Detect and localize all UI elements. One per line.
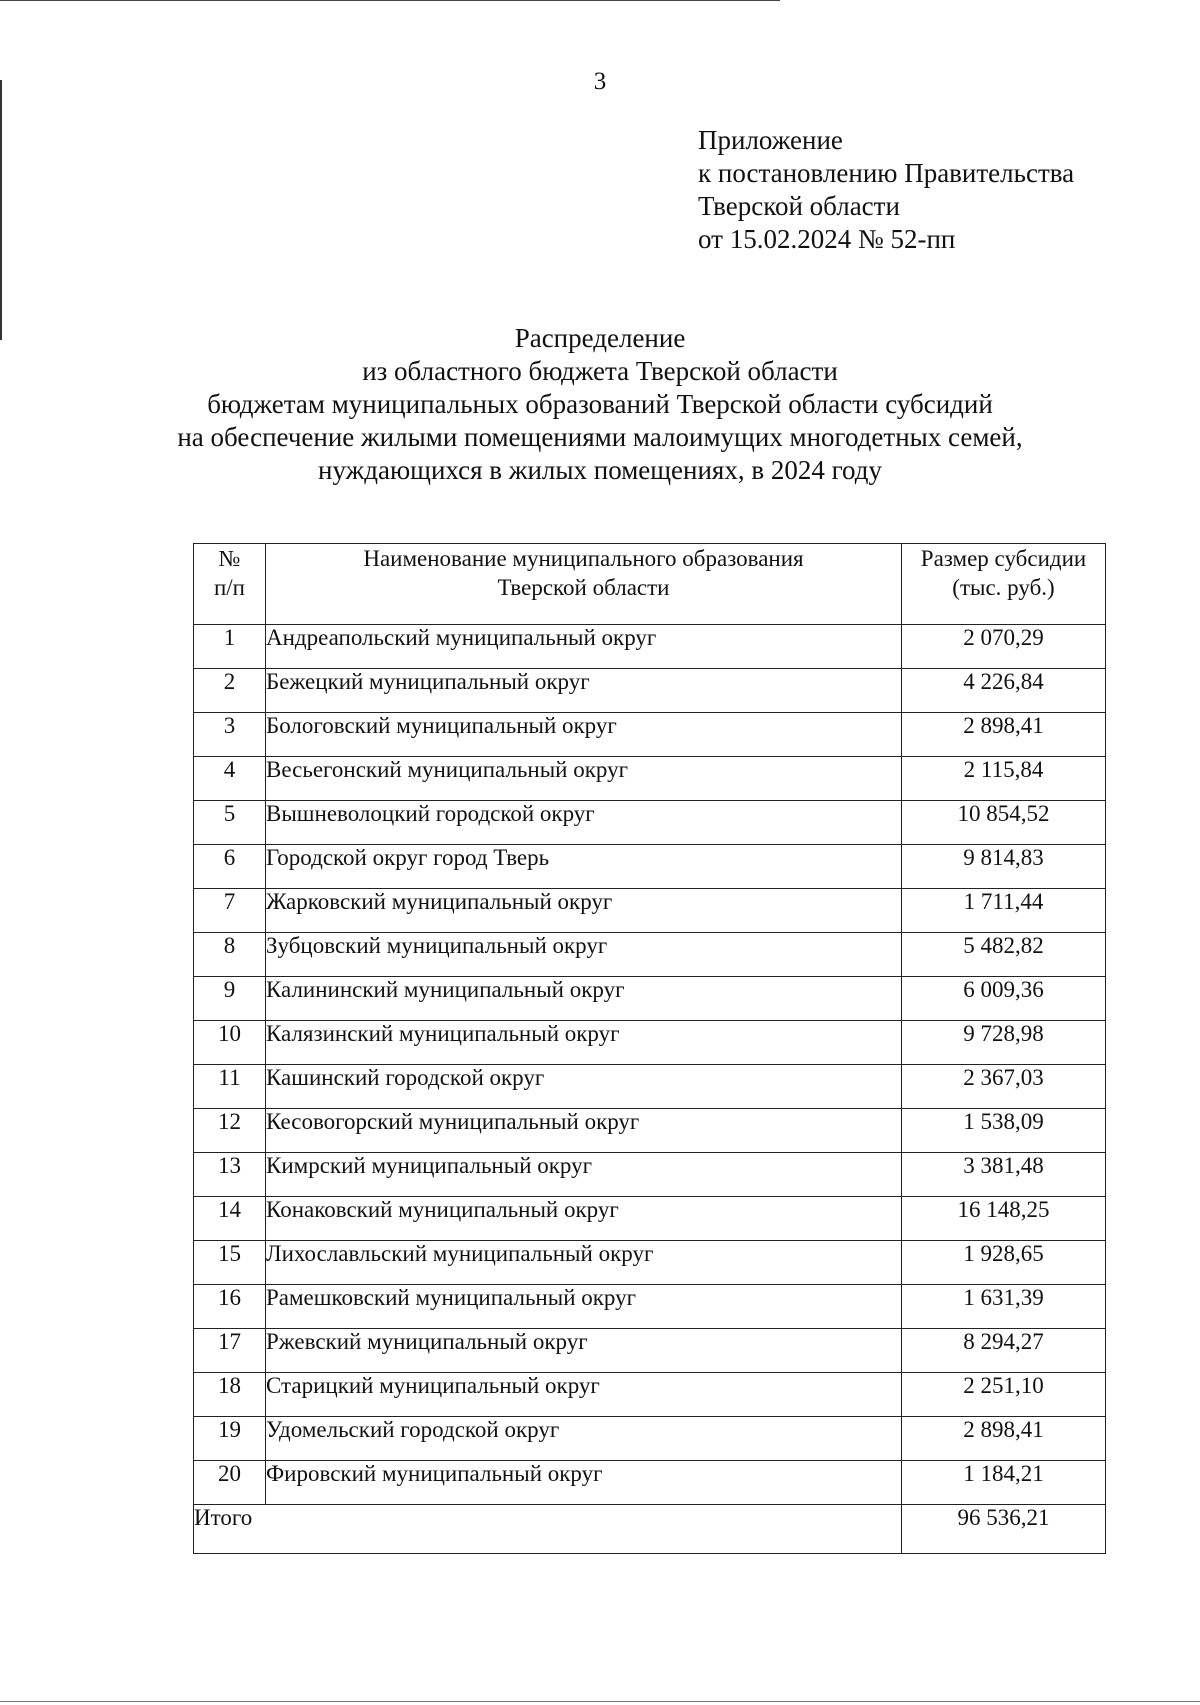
table-row (194, 713, 1106, 757)
table-header-row (194, 544, 1106, 625)
header-subsidy-line1: Размер субсидии (920, 546, 1087, 571)
row-subsidy-value: 9 728,98 (902, 1021, 1106, 1065)
row-municipality-name: Лихославльский муниципальный округ (266, 1241, 902, 1285)
row-subsidy-value: 9 814,83 (902, 845, 1106, 889)
scan-edge-bottom (0, 1701, 1200, 1702)
row-subsidy-value: 4 226,84 (902, 669, 1106, 713)
row-number: 7 (194, 889, 266, 933)
row-municipality-name: Кашинский городской округ (266, 1065, 902, 1109)
row-subsidy-value: 1 184,21 (902, 1461, 1106, 1505)
row-municipality-name: Ржевский муниципальный округ (266, 1329, 902, 1373)
scan-edge-left (0, 80, 2, 340)
row-municipality-name: Зубцовский муниципальный округ (266, 933, 902, 977)
row-number: 13 (194, 1153, 266, 1197)
row-municipality-name: Бологовский муниципальный округ (266, 713, 902, 757)
title-line: на обеспечение жилыми помещениями малоимущих многодетных семей, (177, 422, 1023, 452)
row-municipality-name: Бежецкий муниципальный округ (266, 669, 902, 713)
row-subsidy-value: 8 294,27 (902, 1329, 1106, 1373)
table-row (194, 1065, 1106, 1109)
table-row (194, 1373, 1106, 1417)
row-subsidy-value: 10 854,52 (902, 801, 1106, 845)
header-number (194, 544, 266, 625)
title-line: нуждающихся в жилых помещениях, в 2024 году (318, 455, 882, 485)
appendix-line: Тверской области (698, 191, 900, 221)
row-subsidy-value: 1 928,65 (902, 1241, 1106, 1285)
table-row (194, 625, 1106, 669)
appendix-line: к постановлению Правительства (698, 158, 1075, 188)
header-subsidy-line2: (тыс. руб.) (952, 575, 1055, 600)
row-subsidy-value: 5 482,82 (902, 933, 1106, 977)
row-municipality-name: Удомельский городской округ (266, 1417, 902, 1461)
appendix-line: Приложение (698, 125, 843, 155)
row-number: 9 (194, 977, 266, 1021)
row-municipality-name: Городской округ город Тверь (266, 845, 902, 889)
table-row (194, 1021, 1106, 1065)
table-row (194, 1417, 1106, 1461)
row-municipality-name: Жарковский муниципальный округ (266, 889, 902, 933)
row-number: 6 (194, 845, 266, 889)
distribution-table (193, 543, 1106, 1554)
table-row (194, 1329, 1106, 1373)
row-subsidy-value: 16 148,25 (902, 1197, 1106, 1241)
row-number: 8 (194, 933, 266, 977)
table-row (194, 845, 1106, 889)
row-number: 14 (194, 1197, 266, 1241)
table-row (194, 757, 1106, 801)
total-label: Итого (194, 1505, 902, 1554)
row-number: 20 (194, 1461, 266, 1505)
row-number: 12 (194, 1109, 266, 1153)
table-row (194, 933, 1106, 977)
row-number: 15 (194, 1241, 266, 1285)
row-municipality-name: Вышневолоцкий городской округ (266, 801, 902, 845)
row-number: 17 (194, 1329, 266, 1373)
table-row (194, 1153, 1106, 1197)
row-subsidy-value: 2 898,41 (902, 713, 1106, 757)
row-number: 11 (194, 1065, 266, 1109)
row-subsidy-value: 2 251,10 (902, 1373, 1106, 1417)
row-subsidy-value: 6 009,36 (902, 977, 1106, 1021)
row-municipality-name: Кесовогорский муниципальный округ (266, 1109, 902, 1153)
header-municipality-line2: Тверской области (497, 575, 670, 600)
table-row (194, 669, 1106, 713)
table-row (194, 1197, 1106, 1241)
row-municipality-name: Андреапольский муниципальный округ (266, 625, 902, 669)
header-number-line1: № (218, 546, 241, 571)
table-row (194, 801, 1106, 845)
row-subsidy-value: 1 631,39 (902, 1285, 1106, 1329)
row-number: 5 (194, 801, 266, 845)
row-number: 2 (194, 669, 266, 713)
header-number-line2: п/п (213, 575, 245, 600)
row-subsidy-value: 1 711,44 (902, 889, 1106, 933)
page-number: 3 (593, 68, 607, 95)
row-number: 19 (194, 1417, 266, 1461)
row-municipality-name: Калининский муниципальный округ (266, 977, 902, 1021)
table-row (194, 1285, 1106, 1329)
appendix-block (698, 124, 1074, 256)
row-number: 16 (194, 1285, 266, 1329)
row-municipality-name: Кимрский муниципальный округ (266, 1153, 902, 1197)
row-subsidy-value: 2 115,84 (902, 757, 1106, 801)
header-municipality-line1: Наименование муниципального образования (363, 546, 804, 571)
table-row (194, 1109, 1106, 1153)
total-value: 96 536,21 (902, 1505, 1106, 1554)
document-title (0, 322, 1200, 487)
row-subsidy-value: 2 367,03 (902, 1065, 1106, 1109)
appendix-line: от 15.02.2024 № 52-пп (698, 224, 956, 254)
table-row (194, 977, 1106, 1021)
row-municipality-name: Весьегонский муниципальный округ (266, 757, 902, 801)
row-subsidy-value: 2 070,29 (902, 625, 1106, 669)
row-number: 10 (194, 1021, 266, 1065)
row-subsidy-value: 1 538,09 (902, 1109, 1106, 1153)
row-municipality-name: Калязинский муниципальный округ (266, 1021, 902, 1065)
row-subsidy-value: 3 381,48 (902, 1153, 1106, 1197)
row-municipality-name: Фировский муниципальный округ (266, 1461, 902, 1505)
title-line: из областного бюджета Тверской области (362, 356, 838, 386)
row-municipality-name: Старицкий муниципальный округ (266, 1373, 902, 1417)
table-row (194, 1241, 1106, 1285)
table-row (194, 1461, 1106, 1505)
total-row (194, 1505, 1106, 1554)
row-number: 1 (194, 625, 266, 669)
row-number: 18 (194, 1373, 266, 1417)
title-line: Распределение (514, 323, 686, 353)
title-line: бюджетам муниципальных образований Тверской области субсидий (207, 389, 993, 419)
row-subsidy-value: 2 898,41 (902, 1417, 1106, 1461)
row-number: 4 (194, 757, 266, 801)
row-municipality-name: Рамешковский муниципальный округ (266, 1285, 902, 1329)
row-municipality-name: Конаковский муниципальный округ (266, 1197, 902, 1241)
header-municipality (266, 544, 902, 625)
table-row (194, 889, 1106, 933)
row-number: 3 (194, 713, 266, 757)
scan-edge-top (0, 0, 780, 1)
header-subsidy (902, 544, 1106, 625)
